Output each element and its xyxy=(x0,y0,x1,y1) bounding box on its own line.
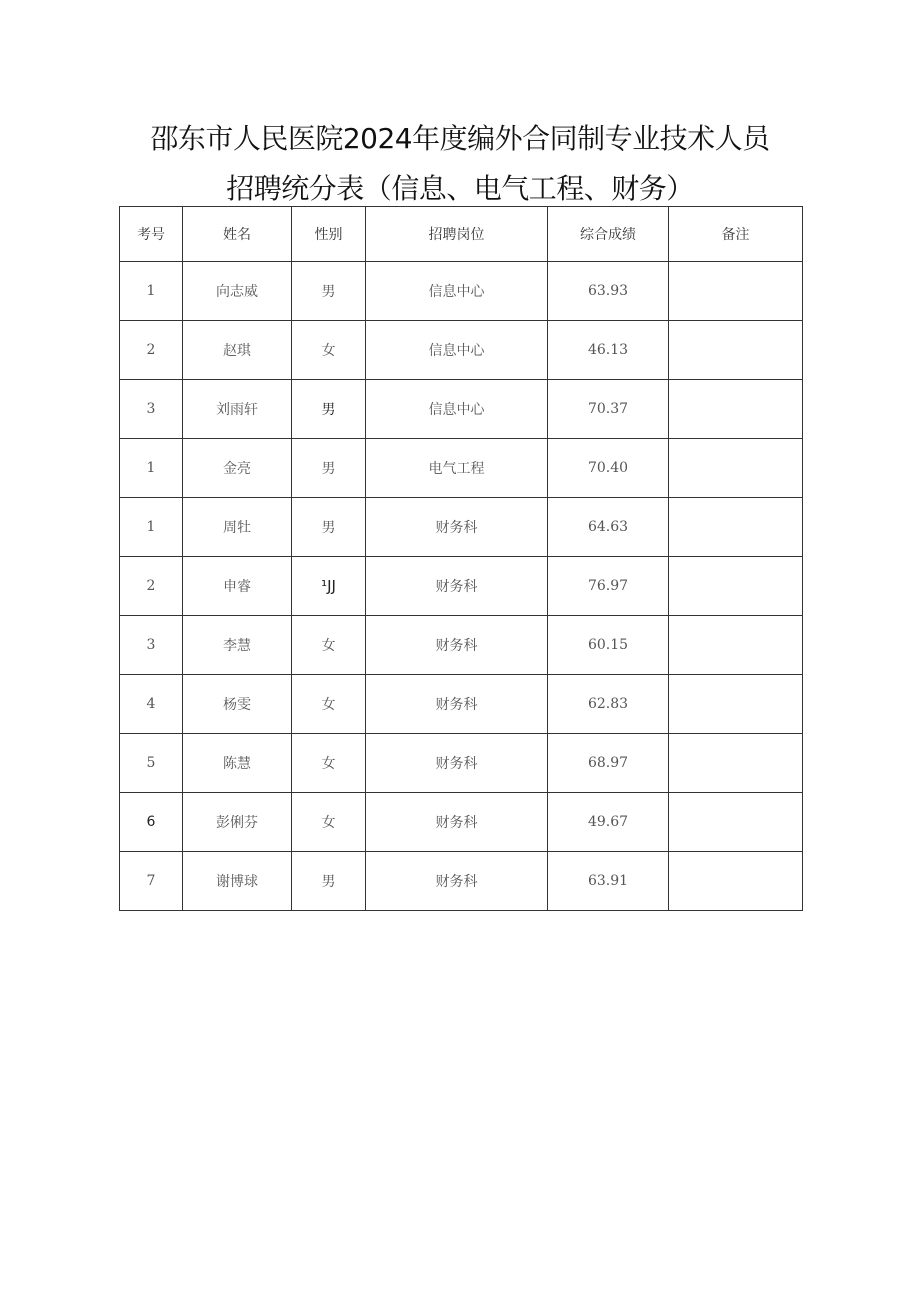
cell-position: 财务科 xyxy=(366,734,548,793)
cell-position: 信息中心 xyxy=(366,321,548,380)
cell-name: 周牡 xyxy=(183,498,292,557)
table-row xyxy=(120,262,803,321)
cell-name: 李慧 xyxy=(183,616,292,675)
cell-total-score: 63.91 xyxy=(548,852,669,911)
cell-exam-number: 2 xyxy=(120,321,183,380)
cell-exam-number: 7 xyxy=(120,852,183,911)
cell-position: 财务科 xyxy=(366,793,548,852)
table-row xyxy=(120,852,803,911)
cell-name: 谢博球 xyxy=(183,852,292,911)
cell-name: 刘雨轩 xyxy=(183,380,292,439)
cell-position: 财务科 xyxy=(366,616,548,675)
cell-total-score: 76.97 xyxy=(548,557,669,616)
cell-gender: 男 xyxy=(292,439,366,498)
cell-remarks xyxy=(669,262,803,321)
cell-position: 财务科 xyxy=(366,675,548,734)
cell-gender: 男 xyxy=(292,498,366,557)
table-row xyxy=(120,498,803,557)
table-row xyxy=(120,557,803,616)
table-header xyxy=(120,207,803,262)
cell-gender: 女 xyxy=(292,616,366,675)
document-title-line-2: 招聘统分表（信息、电气工程、财务） xyxy=(226,172,694,205)
cell-name: 杨雯 xyxy=(183,675,292,734)
cell-exam-number: 3 xyxy=(120,380,183,439)
header-position: 招聘岗位 xyxy=(366,207,548,262)
cell-name: 赵琪 xyxy=(183,321,292,380)
table-row xyxy=(120,380,803,439)
cell-remarks xyxy=(669,321,803,380)
cell-gender: 女 xyxy=(292,734,366,793)
cell-exam-number: 2 xyxy=(120,557,183,616)
cell-position: 电气工程 xyxy=(366,439,548,498)
cell-exam-number: 1 xyxy=(120,439,183,498)
cell-exam-number: 1 xyxy=(120,262,183,321)
cell-total-score: 68.97 xyxy=(548,734,669,793)
cell-gender: 女 xyxy=(292,321,366,380)
cell-exam-number: 1 xyxy=(120,498,183,557)
table-row xyxy=(120,321,803,380)
cell-position: 信息中心 xyxy=(366,262,548,321)
cell-total-score: 63.93 xyxy=(548,262,669,321)
cell-remarks xyxy=(669,439,803,498)
table-row xyxy=(120,616,803,675)
table-row xyxy=(120,793,803,852)
cell-total-score: 46.13 xyxy=(548,321,669,380)
cell-remarks xyxy=(669,675,803,734)
cell-remarks xyxy=(669,734,803,793)
cell-remarks xyxy=(669,852,803,911)
cell-exam-number: 4 xyxy=(120,675,183,734)
header-remarks: 备注 xyxy=(669,207,803,262)
cell-position: 财务科 xyxy=(366,498,548,557)
cell-remarks xyxy=(669,557,803,616)
cell-remarks xyxy=(669,793,803,852)
cell-total-score: 62.83 xyxy=(548,675,669,734)
recruitment-score-table xyxy=(119,206,803,911)
cell-gender: ¹JJ xyxy=(292,557,366,616)
header-total-score: 综合成绩 xyxy=(548,207,669,262)
cell-remarks xyxy=(669,616,803,675)
cell-exam-number: 3 xyxy=(120,616,183,675)
header-name: 姓名 xyxy=(183,207,292,262)
cell-name: 金亮 xyxy=(183,439,292,498)
cell-total-score: 60.15 xyxy=(548,616,669,675)
cell-exam-number: 6 xyxy=(120,793,183,852)
table-header-row xyxy=(120,207,803,262)
table-row xyxy=(120,675,803,734)
cell-name: 彭俐芬 xyxy=(183,793,292,852)
cell-gender: 男 xyxy=(292,852,366,911)
cell-remarks xyxy=(669,498,803,557)
table-body xyxy=(120,262,803,911)
cell-position: 财务科 xyxy=(366,557,548,616)
document-title-line-1: 邵东市人民医院2024年度编外合同制专业技术人员 xyxy=(150,122,770,155)
cell-name: 向志威 xyxy=(183,262,292,321)
cell-name: 申睿 xyxy=(183,557,292,616)
cell-name: 陈慧 xyxy=(183,734,292,793)
cell-total-score: 70.40 xyxy=(548,439,669,498)
cell-gender: 女 xyxy=(292,793,366,852)
cell-gender: 男 xyxy=(292,380,366,439)
header-exam-number: 考号 xyxy=(120,207,183,262)
cell-exam-number: 5 xyxy=(120,734,183,793)
cell-remarks xyxy=(669,380,803,439)
cell-total-score: 70.37 xyxy=(548,380,669,439)
cell-total-score: 64.63 xyxy=(548,498,669,557)
cell-gender: 女 xyxy=(292,675,366,734)
cell-total-score: 49.67 xyxy=(548,793,669,852)
header-gender: 性别 xyxy=(292,207,366,262)
table-row xyxy=(120,439,803,498)
cell-gender: 男 xyxy=(292,262,366,321)
cell-position: 信息中心 xyxy=(366,380,548,439)
cell-position: 财务科 xyxy=(366,852,548,911)
table-row xyxy=(120,734,803,793)
